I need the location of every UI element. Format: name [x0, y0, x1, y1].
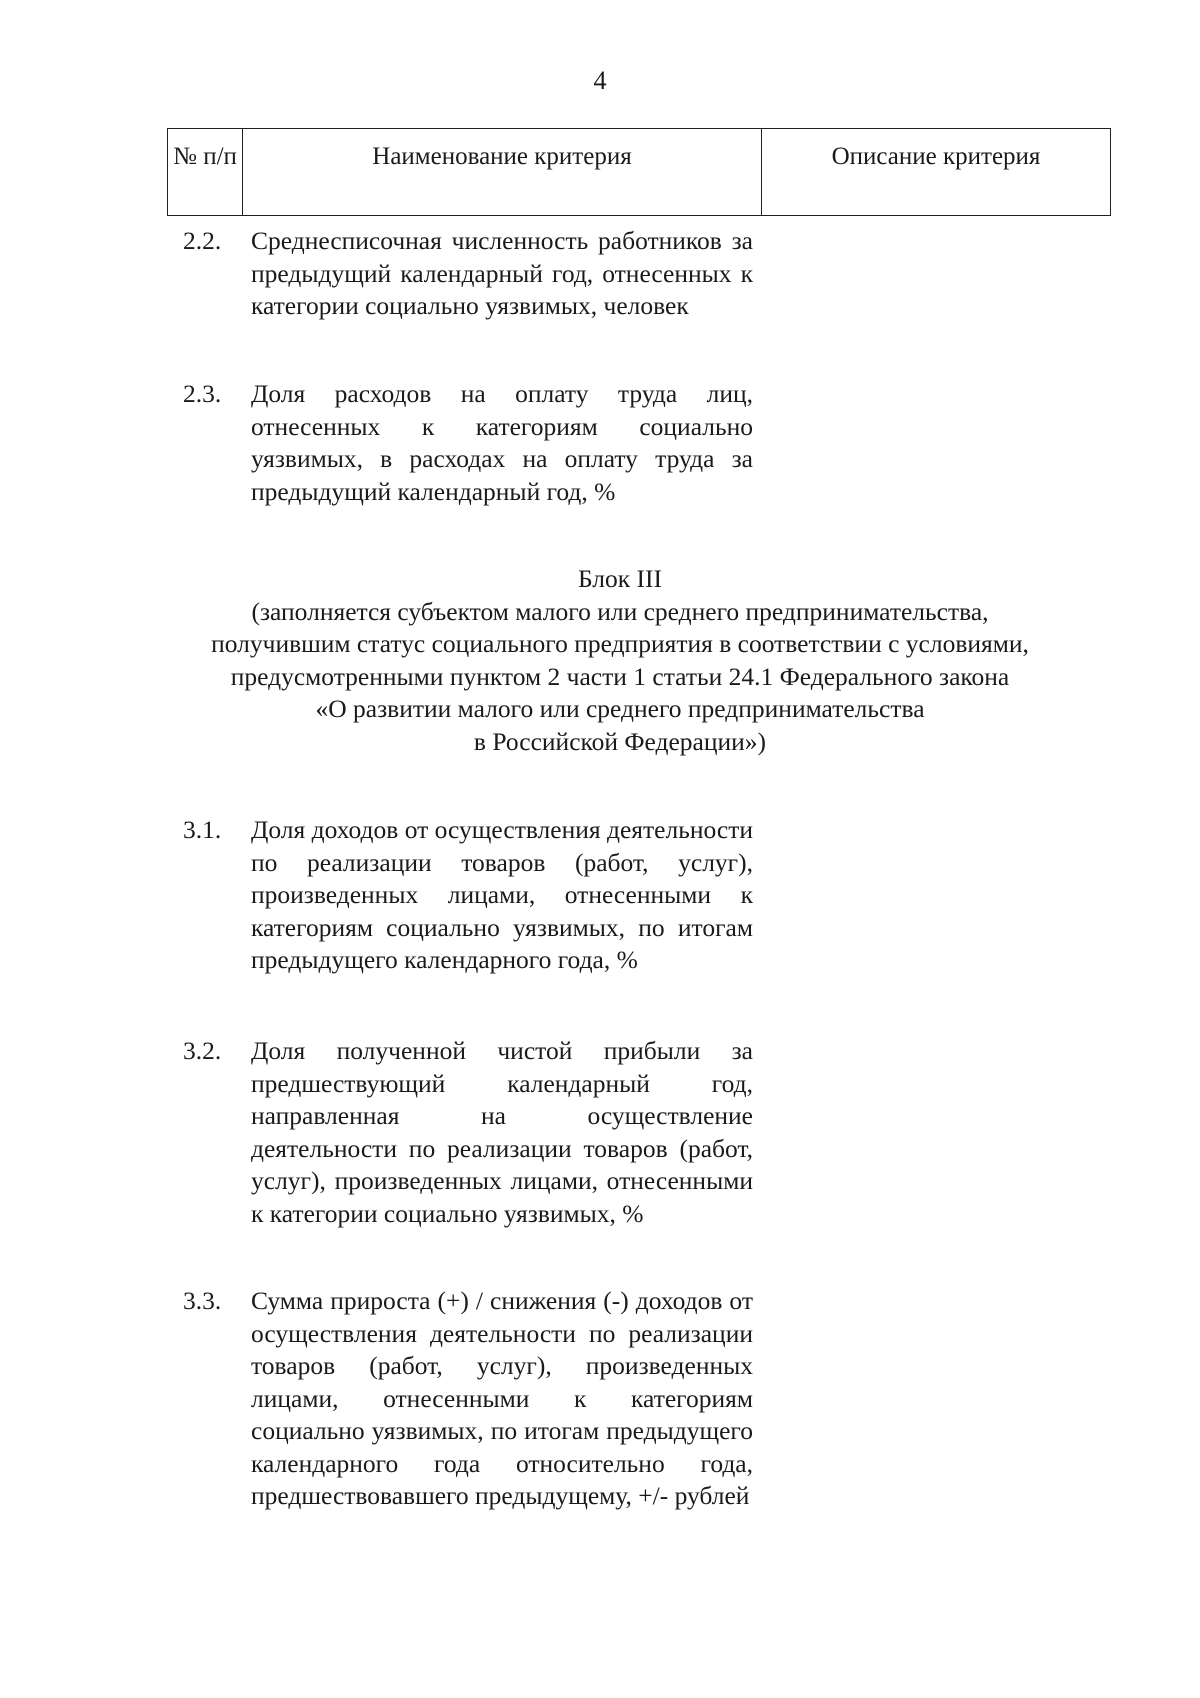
- page-number: 4: [593, 66, 607, 95]
- criteria-text: Доля доходов от осуществления деятельности по реализации товаров (работ, услуг), произведенных лицами, отнесенными к категориям социально уязвимых, по итогам предыдущего календарного года, %: [251, 815, 753, 974]
- criteria-number: 2.2.: [183, 226, 222, 255]
- criteria-number: 3.2.: [183, 1036, 222, 1065]
- criteria-number: 3.3.: [183, 1286, 222, 1315]
- block-subtitle: (заполняется субъектом малого или среднего предпринимательства, получившим статус социального предприятия в соответствии с условиями, предусмотренными пунктом 2 части 1 статьи 24.1 Федерального закона «О развитии малого или среднего предпринимательства в Российской Федерации»): [211, 596, 1029, 756]
- criteria-text: Среднесписочная численность работников за предыдущий календарный год, отнесенных к категории социально уязвимых, человек: [251, 226, 753, 320]
- header-num-cell: № п/п: [168, 129, 243, 216]
- criteria-text: Сумма прироста (+) / снижения (-) доходов от осуществления деятельности по реализации товаров (работ, услуг), произведенных лицами, отнесенными к категориям социально уязвимых, по итогам предыдущего календарного года относительно года, предшествовавшего предыдущему, +/- рублей: [251, 1286, 753, 1510]
- block-heading: [150, 563, 1090, 758]
- criteria-text: Доля расходов на оплату труда лиц, отнесенных к категориям социально уязвимых, в расходах на оплату труда за предыдущий календарный год, %: [251, 379, 753, 506]
- header-name-cell: Наименование критерия: [243, 129, 762, 216]
- header-description-cell: Описание критерия: [762, 129, 1111, 216]
- criteria-number: 2.3.: [183, 379, 222, 408]
- table-header-row: [168, 129, 1111, 216]
- criteria-header-table: [167, 128, 1111, 216]
- criteria-number: 3.1.: [183, 815, 222, 844]
- block-title: Блок III: [577, 564, 663, 593]
- criteria-text: Доля полученной чистой прибыли за предшествующий календарный год, направленная на осуществление деятельности по реализации товаров (работ, услуг), произведенных лицами, отнесенными к категории социально уязвимых, %: [251, 1036, 753, 1228]
